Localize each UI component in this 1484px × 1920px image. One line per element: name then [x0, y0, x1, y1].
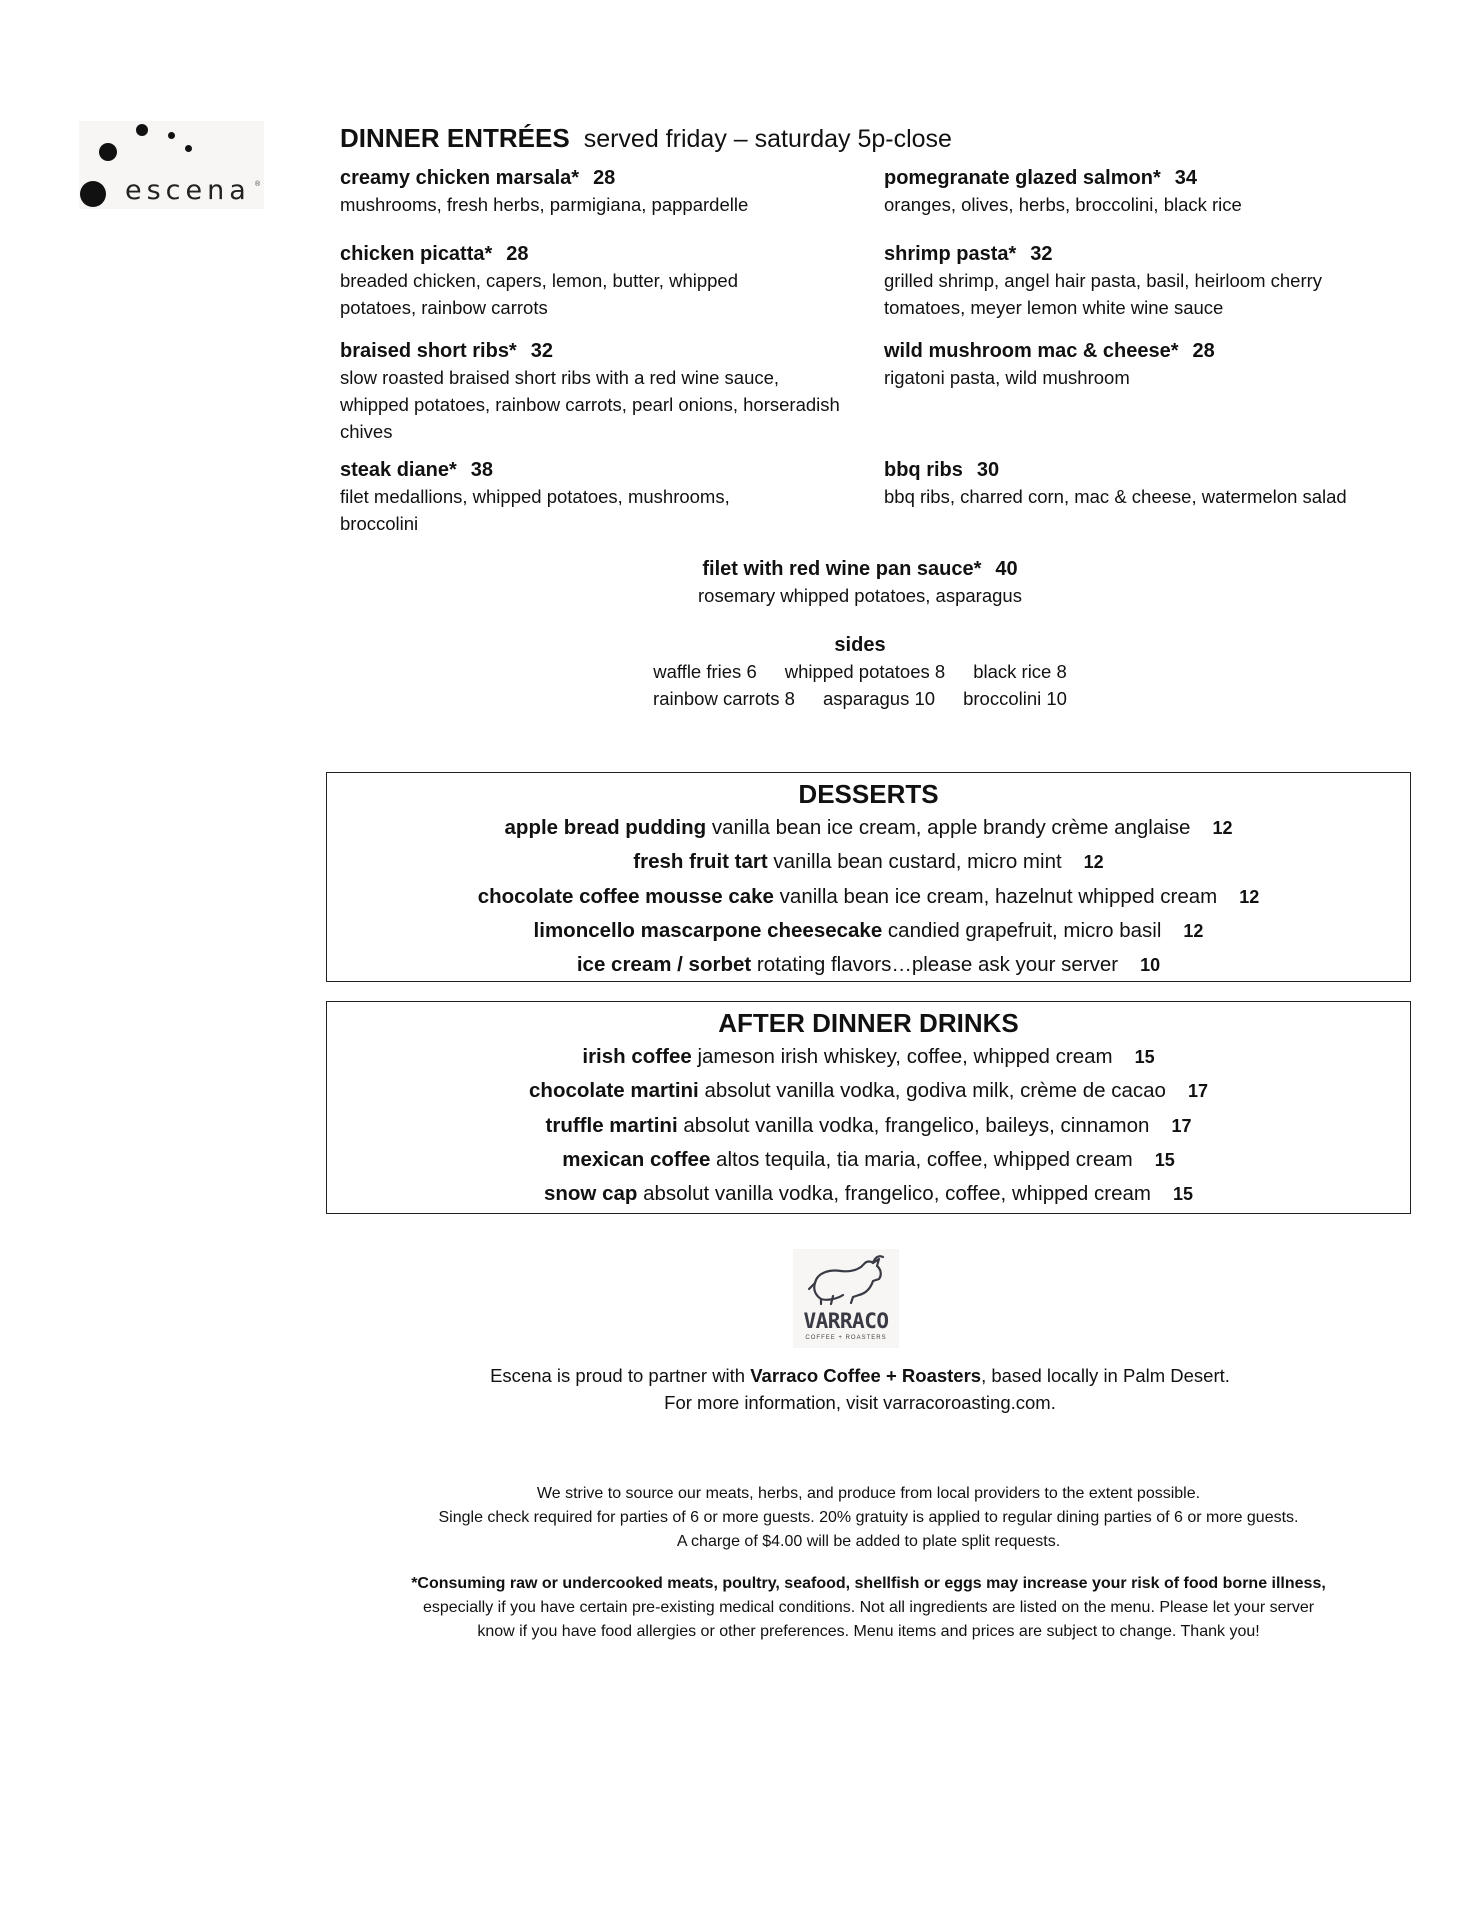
escena-logo [79, 121, 264, 209]
entree-item [340, 338, 840, 445]
drink-item [327, 1177, 1410, 1211]
dessert-description: rotating flavors…please ask your server [751, 953, 1119, 977]
sides-row [340, 685, 1380, 712]
dessert-item [327, 914, 1410, 948]
drink-item [327, 1074, 1410, 1108]
dessert-name: ice cream / sorbet [576, 953, 752, 977]
entree-price: 28 [506, 243, 529, 265]
dessert-name: apple bread pudding [504, 816, 707, 839]
dessert-description: vanilla bean ice cream, apple brandy crème anglaise [706, 816, 1191, 839]
drink-price: 17 [1171, 1115, 1192, 1136]
drink-name: truffle martini [545, 1113, 678, 1137]
varraco-tagline: COFFEE + ROASTERS [805, 1335, 887, 1341]
varraco-logo [793, 1249, 899, 1348]
dessert-price: 12 [1083, 852, 1104, 873]
logo-dot [168, 132, 175, 139]
entree-price: 28 [1192, 340, 1215, 362]
entree-description: oranges, olives, herbs, broccolini, black rice [884, 194, 1242, 215]
entree-price: 34 [1174, 167, 1197, 189]
entree-item [884, 457, 1364, 510]
entree-price: 28 [593, 167, 616, 189]
health-warning-line: especially if you have certain pre-existing medical conditions. Not all ingredients are listed on the menu. Please let your server [422, 1599, 1315, 1616]
desserts-box [326, 772, 1411, 982]
dessert-price: 12 [1183, 920, 1204, 941]
dessert-price: 12 [1212, 818, 1233, 838]
logo-dot [185, 145, 192, 152]
drink-name: snow cap [543, 1182, 638, 1206]
split-charge-note: A charge of $4.00 will be added to plate split requests. [676, 1533, 1061, 1550]
logo-registered-mark: ® [255, 181, 261, 188]
sides-title: sides [834, 634, 886, 656]
side-item: whipped potatoes 8 [784, 661, 946, 682]
dessert-description: vanilla bean ice cream, hazelnut whipped cream [773, 884, 1218, 908]
side-item: waffle fries 6 [653, 661, 757, 682]
entree-description: breaded chicken, capers, lemon, butter, whipped potatoes, rainbow carrots [340, 270, 738, 318]
sides-row [340, 658, 1380, 685]
entree-price: 38 [470, 459, 493, 481]
dessert-item [327, 948, 1410, 982]
drink-description: absolut vanilla vodka, frangelico, baileys, cinnamon [677, 1113, 1150, 1137]
logo-dot [99, 143, 117, 161]
dessert-item [327, 880, 1410, 914]
entree-price: 32 [1030, 243, 1053, 265]
entree-price: 32 [530, 340, 553, 362]
entree-price: 40 [995, 558, 1018, 580]
drink-item [327, 1109, 1410, 1143]
entree-item [884, 241, 1384, 321]
entree-item [340, 457, 810, 537]
dessert-name: chocolate coffee mousse cake [477, 884, 774, 908]
logo-wordmark: escena [125, 175, 251, 206]
dessert-price: 10 [1140, 955, 1161, 976]
side-item: rainbow carrots 8 [653, 688, 795, 709]
entree-item [340, 241, 810, 321]
logo-dot [80, 181, 106, 207]
dessert-item [327, 845, 1410, 879]
dessert-description: candied grapefruit, micro basil [882, 918, 1162, 942]
dinner-heading [340, 121, 952, 156]
dessert-name: limoncello mascarpone cheesecake [533, 918, 883, 942]
drink-item [327, 1040, 1410, 1074]
drink-item [327, 1143, 1410, 1177]
dessert-price: 12 [1239, 886, 1260, 907]
entree-name: shrimp pasta* [884, 243, 1017, 265]
drink-price: 15 [1172, 1184, 1193, 1205]
entree-item [340, 165, 860, 218]
logo-dot [136, 124, 148, 136]
drink-price: 15 [1134, 1047, 1155, 1067]
dessert-item [327, 811, 1410, 845]
partner-name: Varraco Coffee + Roasters [750, 1365, 982, 1386]
drink-price: 15 [1154, 1149, 1175, 1170]
entree-name: filet with red wine pan sauce* [702, 558, 982, 580]
partner-line-suffix: , based locally in Palm Desert. [981, 1365, 1230, 1386]
dessert-name: fresh fruit tart [633, 850, 768, 874]
entree-description: rosemary whipped potatoes, asparagus [698, 585, 1022, 606]
dinner-subtitle: served friday – saturday 5p-close [583, 125, 952, 153]
drink-price: 17 [1187, 1081, 1208, 1102]
dinner-title: DINNER ENTRÉES [340, 123, 570, 153]
bull-icon [793, 1249, 899, 1309]
entree-description: bbq ribs, charred corn, mac & cheese, watermelon salad [884, 486, 1347, 507]
drink-name: chocolate martini [529, 1079, 699, 1103]
entree-description: filet medallions, whipped potatoes, mushrooms, broccolini [340, 486, 730, 534]
entree-item [884, 165, 1384, 218]
health-warning-bold: *Consuming raw or undercooked meats, poultry, seafood, shellfish or eggs may increase your risk of food borne illness, [411, 1575, 1326, 1592]
desserts-title: DESSERTS [798, 779, 939, 809]
drink-description: altos tequila, tia maria, coffee, whipped cream [710, 1147, 1133, 1171]
drink-description: absolut vanilla vodka, godiva milk, crème de cacao [698, 1079, 1166, 1103]
drink-description: jameson irish whiskey, coffee, whipped cream [691, 1045, 1113, 1068]
entree-name: wild mushroom mac & cheese* [884, 340, 1179, 362]
dessert-description: vanilla bean custard, micro mint [767, 850, 1062, 874]
side-item: broccolini 10 [963, 688, 1067, 709]
entree-price: 30 [976, 459, 1000, 481]
entree-item [884, 338, 1384, 391]
featured-entree [340, 556, 1380, 609]
health-warning-line: know if you have food allergies or other preferences. Menu items and prices are subject to change. Thank you! [477, 1623, 1260, 1640]
partner-website-line: For more information, visit varracoroasting.com. [664, 1392, 1056, 1413]
gratuity-note: Single check required for parties of 6 or more guests. 20% gratuity is applied to regular dining parties of 6 or more guests. [438, 1509, 1299, 1526]
entree-name: steak diane* [340, 459, 457, 481]
side-item: asparagus 10 [822, 688, 936, 709]
entree-name: pomegranate glazed salmon* [884, 167, 1161, 189]
entree-name: bbq ribs [884, 459, 963, 481]
entree-name: creamy chicken marsala* [340, 167, 580, 189]
policy-notes [326, 1482, 1411, 1554]
entree-name: chicken picatta* [340, 243, 493, 265]
entree-description: rigatoni pasta, wild mushroom [884, 367, 1130, 388]
health-warning [326, 1572, 1411, 1644]
entree-name: braised short ribs* [340, 340, 517, 362]
entree-description: slow roasted braised short ribs with a red wine sauce, whipped potatoes, rainbow carrots, pearl onions, horseradish chives [340, 367, 840, 442]
partner-text [340, 1362, 1380, 1416]
sourcing-note: We strive to source our meats, herbs, and produce from local providers to the extent possible. [536, 1485, 1201, 1502]
entree-description: mushrooms, fresh herbs, parmigiana, pappardelle [340, 194, 749, 215]
partner-line-prefix: Escena is proud to partner with [490, 1365, 751, 1386]
after-dinner-drinks-box [326, 1001, 1411, 1214]
varraco-wordmark: VARRACO [803, 1309, 889, 1333]
side-item: black rice 8 [973, 661, 1067, 682]
entree-description: grilled shrimp, angel hair pasta, basil, heirloom cherry tomatoes, meyer lemon white wine sauce [884, 270, 1323, 318]
drink-name: mexican coffee [562, 1147, 711, 1171]
drink-description: absolut vanilla vodka, frangelico, coffee, whipped cream [637, 1182, 1151, 1206]
sides-section [340, 632, 1380, 712]
drinks-title: AFTER DINNER DRINKS [718, 1008, 1019, 1038]
drink-name: irish coffee [582, 1045, 692, 1068]
